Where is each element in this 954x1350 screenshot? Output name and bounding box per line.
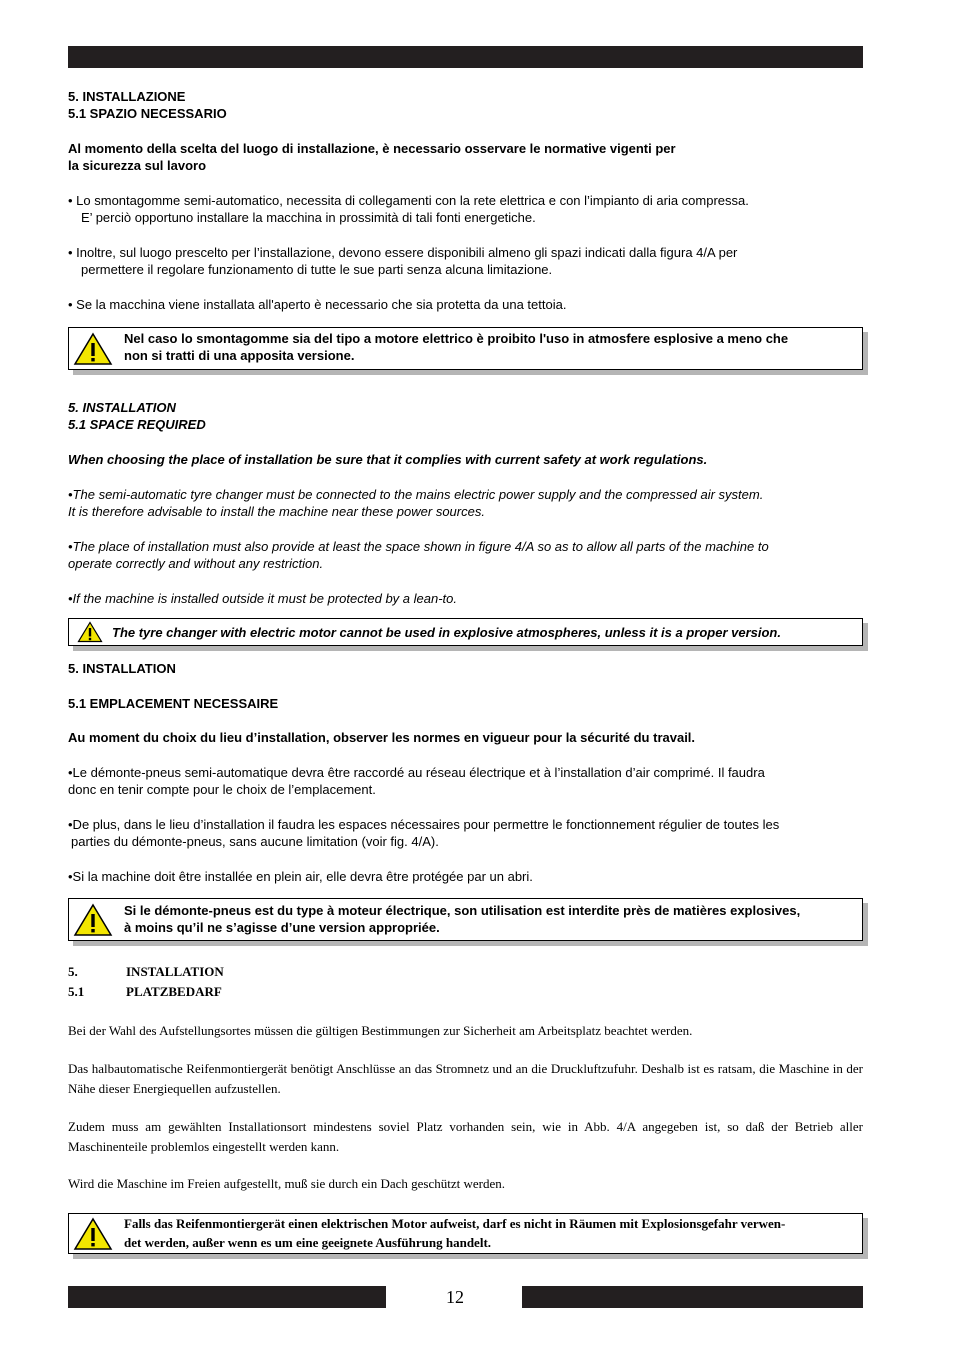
de-warning-line2: det werden, außer wenn es um eine geeignete Ausführung handelt.: [124, 1235, 492, 1250]
en-warning-text: The tyre changer with electric motor cannot be used in explosive atmospheres, unless it is a proper version.: [112, 625, 781, 640]
de-paragraph4: Wird die Maschine im Freien aufgestellt, muß sie durch ein Dach geschützt werden.: [68, 1176, 506, 1191]
it-warning-box: [68, 327, 863, 370]
en-bullet2-line1: •The place of installation must also provide at least the space shown in figure 4/A so as to allow all parts of the machine to: [68, 539, 769, 554]
de-warning-line1: Falls das Reifenmontiergerät einen elektrischen Motor aufweist, darf es nicht in Räumen mit Explosionsgefahr verwen-: [124, 1216, 786, 1231]
en-bullet2-line2: operate correctly and without any restriction.: [68, 556, 324, 571]
de-heading2-text: PLATZBEDARF: [126, 984, 222, 999]
fr-bullet1-line2: donc en tenir compte pour le choix de l’emplacement.: [68, 782, 376, 797]
it-warning-line2: non si tratti di una apposita versione.: [124, 348, 355, 363]
en-heading-installation: 5. INSTALLATION: [68, 400, 176, 415]
en-heading-space: 5.1 SPACE REQUIRED: [68, 417, 206, 432]
fr-warning-line2: à moins qu’il ne s’agisse d’une version appropriée.: [124, 920, 440, 935]
warning-triangle-icon: [73, 1217, 113, 1251]
de-heading1-text: INSTALLATION: [126, 964, 224, 979]
it-bullet3: • Se la macchina viene installata all'aperto è necessario che sia protetta da una tettoia.: [68, 297, 567, 312]
it-intro-line2: la sicurezza sul lavoro: [68, 158, 207, 173]
it-bullet1-line1: • Lo smontagomme semi-automatico, necessita di collegamenti con la rete elettrica e con l’impianto di aria compressa.: [68, 193, 749, 208]
en-bullet3: •If the machine is installed outside it must be protected by a lean-to.: [68, 591, 457, 606]
fr-bullet2-line2: parties du démonte-pneus, sans aucune limitation (voir fig. 4/A).: [71, 834, 439, 849]
fr-warning-line1: Si le démonte-pneus est du type à moteur électrique, son utilisation est interdite près de matières explosives,: [124, 903, 801, 918]
en-warning-box: [68, 618, 863, 646]
fr-warning-box: [68, 898, 863, 941]
warning-triangle-icon: [77, 621, 103, 643]
de-paragraph2: Das halbautomatische Reifenmontiergerät benötigt Anschlüsse an das Stromnetz und an die Druckluftzufuhr. Deshalb ist es ratsam, die Maschine in der Nähe dieser Energiequellen aufzustellen.: [68, 1061, 863, 1096]
it-intro-line1: Al momento della scelta del luogo di installazione, è necessario osservare le normative vigenti per: [68, 141, 676, 156]
fr-heading-installation: 5. INSTALLATION: [68, 661, 176, 676]
de-warning-box: [68, 1213, 863, 1254]
de-heading2-number: 5.1: [68, 984, 85, 999]
it-heading-spazio: 5.1 SPAZIO NECESSARIO: [68, 106, 227, 121]
it-bullet2-line1: • Inoltre, sul luogo prescelto per l’installazione, devono essere disponibili almeno gli spazi indicati dalla figura 4/A per: [68, 245, 738, 260]
footer-bar-right: [522, 1286, 863, 1308]
de-heading1-number: 5.: [68, 964, 78, 979]
fr-heading-emplacement: 5.1 EMPLACEMENT NECESSAIRE: [68, 696, 279, 711]
de-paragraph3: Zudem muss am gewählten Installationsort mindestens soviel Platz vorhanden sein, wie in Abb. 4/A angegeben ist, so daß der Betrieb aller Maschinenteile problemlos eingestellt werden kann.: [68, 1119, 863, 1154]
it-warning-line1: Nel caso lo smontagomme sia del tipo a motore elettrico è proibito l'uso in atmosfere esplosive a meno che: [124, 331, 789, 346]
en-intro: When choosing the place of installation be sure that it complies with current safety at work regulations.: [68, 452, 708, 467]
de-paragraph1: Bei der Wahl des Aufstellungsortes müssen die gültigen Bestimmungen zur Sicherheit am Arbeitsplatz beachtet werden.: [68, 1023, 693, 1038]
fr-intro: Au moment du choix du lieu d’installation, observer les normes en vigueur pour la sécurité du travail.: [68, 730, 696, 745]
en-bullet1-line1: •The semi-automatic tyre changer must be connected to the mains electric power supply and the compressed air system.: [68, 487, 764, 502]
fr-bullet3: •Si la machine doit être installée en plein air, elle devra être protégée par un abri.: [68, 869, 533, 884]
footer-bar-left: [68, 1286, 386, 1308]
it-bullet2-line2: permettere il regolare funzionamento di tutte le sue parti senza alcuna limitazione.: [81, 262, 553, 277]
header-bar: [68, 46, 863, 68]
fr-bullet2-line1: •De plus, dans le lieu d’installation il faudra les espaces nécessaires pour permettre le fonctionnement régulier de toutes les: [68, 817, 780, 832]
en-bullet1-line2: It is therefore advisable to install the machine near these power sources.: [68, 504, 485, 519]
page-number: 12: [446, 1287, 464, 1307]
warning-triangle-icon: [73, 332, 113, 366]
it-heading-installazione: 5. INSTALLAZIONE: [68, 89, 186, 104]
fr-bullet1-line1: •Le démonte-pneus semi-automatique devra être raccordé au réseau électrique et à l’installation d’air comprimé. Il faudra: [68, 765, 765, 780]
warning-triangle-icon: [73, 903, 113, 937]
it-bullet1-line2: E’ perciò opportuno installare la macchina in prossimità di tali fonti energetiche.: [81, 210, 536, 225]
